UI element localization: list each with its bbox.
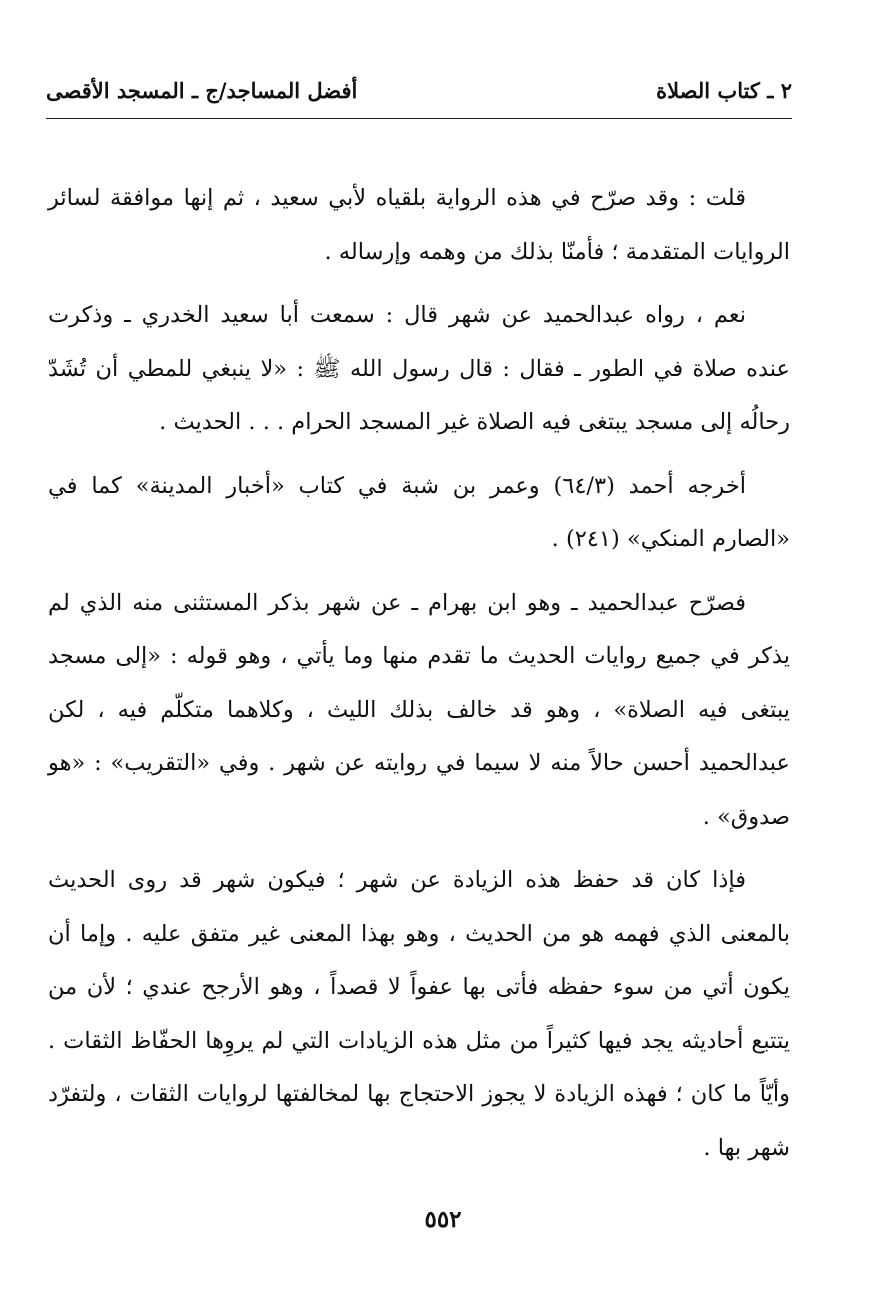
paragraph-3: أخرجه أحمد (٦٤/٣) وعمر بن شبة في كتاب «أخبار المدينة» كما في «الصارم المنكي» (٢٤١) . bbox=[48, 472, 790, 552]
paragraph-2: نعم ، رواه عبدالحميد عن شهر قال : سمعت أبا سعيد الخدري ـ وذكرت عنده صلاة في الطور ـ فقال : قال رسول الله ﷺ : «لا ينبغي للمطي أن تُشَدّ رحالُه إلى مسجد يبتغى فيه الصلاة غير المسجد الحرام . . . الحديث . bbox=[48, 302, 790, 435]
running-header bbox=[46, 78, 792, 112]
paragraph-5: فإذا كان قد حفظ هذه الزيادة عن شهر ؛ فيكون شهر قد روى الحديث بالمعنى الذي فهمه هو من الحديث ، وهو بهذا المعنى غير متفق عليه . وإما أن يكون أتي من سوء حفظه فأتى بها عفواً لا قصداً ، وهو الأرجح عندي ؛ لأن من يتتبع أحاديثه يجد فيها كثيراً من مثل هذه الزيادات التي لم يروِها الحفّاظ الثقات . وأيّاً ما كان ؛ فهذه الزيادة لا يجوز الاحتجاج بها لمخالفتها لروايات الثقات ، ولتفرّد شهر بها . bbox=[48, 867, 790, 1161]
paragraph-1: قلت : وقد صرّح في هذه الرواية بلقياه لأبي سعيد ، ثم إنها موافقة لسائر الروايات المتقدمة ؛ فأمنّا بذلك من وهمه وإرساله . bbox=[48, 185, 790, 265]
page-number: ٥٥٢ bbox=[424, 1206, 462, 1233]
paragraph-4: فصرّح عبدالحميد ـ وهو ابن بهرام ـ عن شهر بذكر المستثنى منه الذي لم يذكر في جميع روايات الحديث ما تقدم منها وما يأتي ، وهو قوله : «إلى مسجد يبتغى فيه الصلاة» ، وهو قد خالف بذلك الليث ، وكلاهما متكلّم فيه ، لكن عبدالحميد أحسن حالاً منه لا سيما في روايته عن شهر . وفي «التقريب» : «هو صدوق» . bbox=[48, 589, 790, 830]
chapter-title: ٢ ـ كتاب الصلاة bbox=[656, 78, 792, 103]
header-divider bbox=[46, 118, 792, 119]
section-title: أفضل المساجد/ج ـ المسجد الأقصى bbox=[46, 78, 358, 103]
body-text bbox=[48, 172, 790, 1185]
